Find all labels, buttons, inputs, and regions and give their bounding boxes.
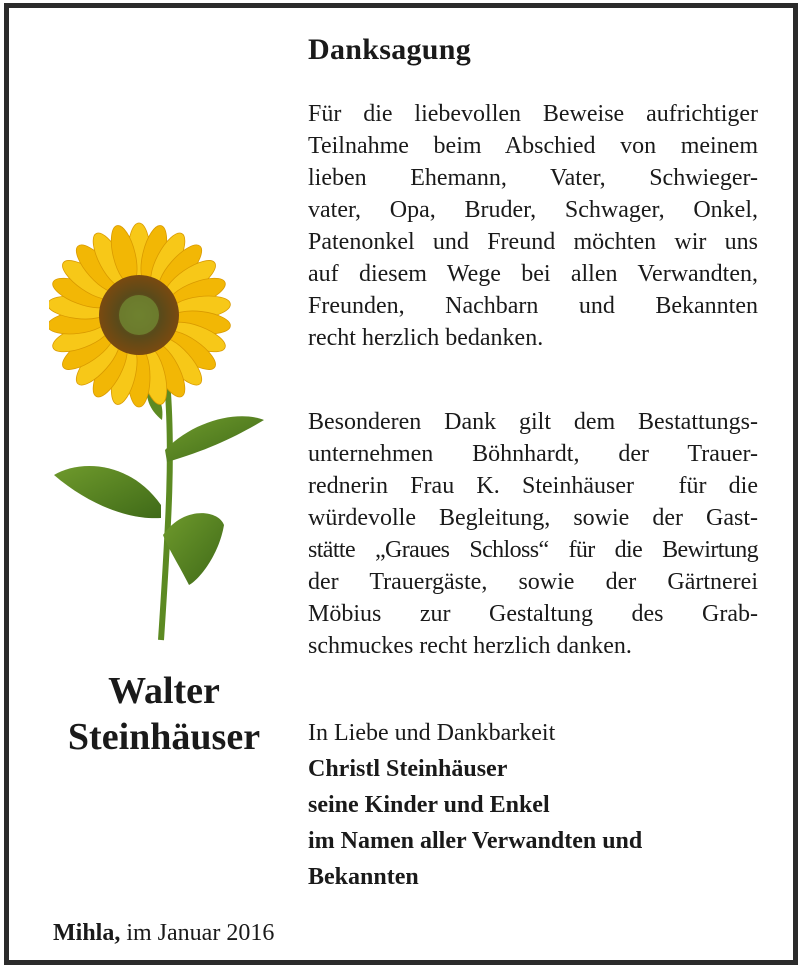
text-line: Freunden, Nachbarn und Bekannten — [308, 293, 758, 319]
text-line: rednerin Frau K. Steinhäuser für die — [308, 473, 758, 499]
text-line: stätte „Graues Schloss“ für die Bewirtung — [308, 537, 758, 563]
text-line: schmuckes recht herzlich danken. — [308, 633, 632, 659]
text-line: auf diesem Wege bei allen Verwandten, — [308, 261, 758, 287]
sunflower-icon — [49, 220, 279, 650]
deceased-name — [29, 668, 299, 760]
date: im Januar 2016 — [120, 920, 275, 946]
text-line: Patenonkel und Freund möchten wir uns — [308, 229, 758, 255]
text-line: Teilnahme beim Abschied von meinem — [308, 133, 758, 159]
text-line: vater, Opa, Bruder, Schwager, Onkel, — [308, 197, 758, 223]
text-line: der Trauergäste, sowie der Gärtnerei — [308, 569, 758, 595]
signatory: seine Kinder und Enkel — [308, 792, 550, 818]
closing-line: In Liebe und Dankbarkeit — [308, 720, 556, 746]
text-line: Für die liebevollen Beweise aufrichtiger — [308, 101, 758, 127]
special-thanks-paragraph — [308, 406, 758, 662]
place: Mihla, — [53, 920, 121, 946]
place-date — [53, 917, 274, 949]
text-line: würdevolle Begleitung, sowie der Gast- — [308, 505, 758, 531]
text-line: unternehmen Böhnhardt, der Trauer- — [308, 441, 758, 467]
signatory: Christl Steinhäuser — [308, 756, 508, 782]
signatory: Bekannten — [308, 864, 419, 890]
notice-frame — [4, 3, 798, 965]
text-line: Besonderen Dank gilt dem Bestattungs- — [308, 409, 758, 435]
text-line: lieben Ehemann, Vater, Schwieger- — [308, 165, 758, 191]
signatory: im Namen aller Verwandten und — [308, 828, 643, 854]
signature-block — [308, 715, 768, 895]
thanks-paragraph — [308, 98, 758, 354]
deceased-first-name: Walter — [108, 670, 220, 712]
notice-heading: Danksagung — [308, 33, 472, 66]
text-line: Möbius zur Gestaltung des Grab- — [308, 601, 758, 627]
text-line: recht herzlich bedanken. — [308, 325, 544, 351]
deceased-last-name: Steinhäuser — [67, 716, 261, 758]
